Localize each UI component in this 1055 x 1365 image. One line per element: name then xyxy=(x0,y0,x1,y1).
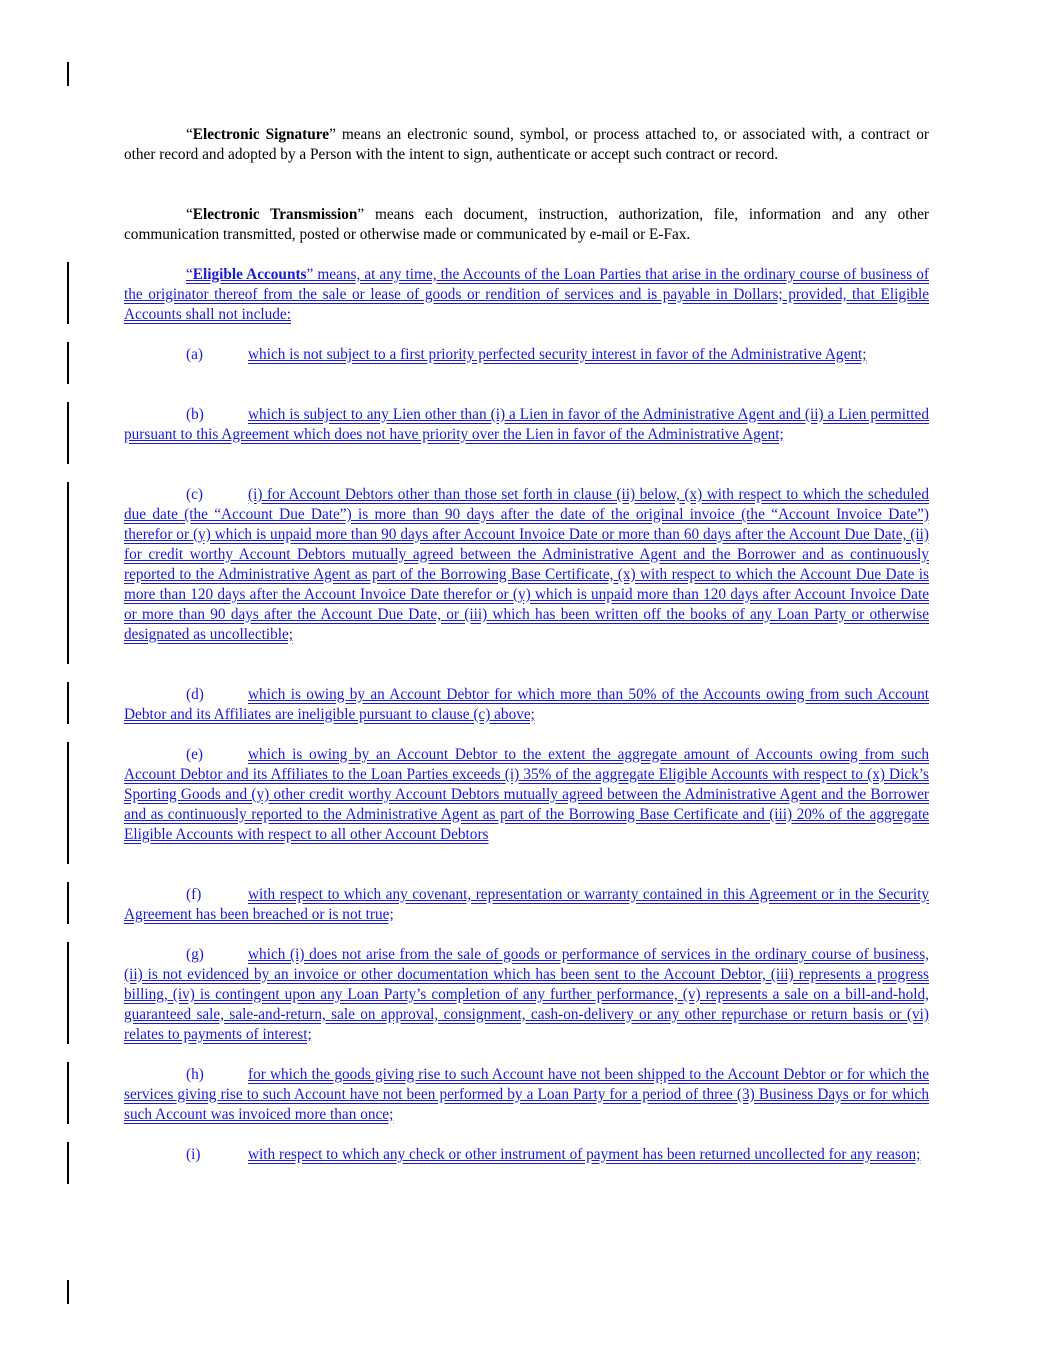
change-bar xyxy=(67,62,69,86)
clause-label: (f) xyxy=(186,886,202,903)
defined-term: Electronic Signature xyxy=(192,126,330,143)
clause-text: which is not subject to a first priority perfected security interest in favor of the Administrative Agent; xyxy=(248,346,867,363)
clause-a xyxy=(124,345,929,365)
clause-label: (i) xyxy=(186,1146,201,1163)
clause-label: (h) xyxy=(186,1066,204,1083)
definition-text: means each document, instruction, authorization, file, information and any other communication transmitted, posted or otherwise made or communicated by e-mail or E-Fax. xyxy=(124,206,929,243)
change-bar xyxy=(67,882,69,924)
clause-text: (i) for Account Debtors other than those set forth in clause (ii) below, (x) with respect to which the scheduled due date (the “Account Due Date”) is more than 90 days after the date of the original invoice (the “Account Invoice Date”) therefor or (y) which is unpaid more than 90 days after Account Invoice Date or more than 60 days after the Account Due Date, (ii) for credit worthy Account Debtors mutually agreed between the Administrative Agent and the Borrower and as continuously reported to the Administrative Agent as part of the Borrowing Base Certificate, (x) with respect to which the Account Due Date is more than 120 days after the Account Invoice Date therefor or (y) which is unpaid more than 120 days after Account Invoice Date or more than 90 days after the Account Due Date, or (iii) which has been written off the books of any Loan Party or otherwise designated as uncollectible; xyxy=(124,486,929,643)
definition-eligible-accounts: “Eligible Accounts” means, at any time, the Accounts of the Loan Parties that arise in the ordinary course of business of the originator thereof from the sale or lease of goods or rendition of services and is payable in Dollars; provided, that Eligible Accounts shall not include: xyxy=(124,266,929,323)
clause-e xyxy=(124,745,929,845)
clause-label: (a) xyxy=(186,346,203,363)
clause-label: (c) xyxy=(186,486,203,503)
clause-text: with respect to which any check or other instrument of payment has been returned uncollected for any reason; xyxy=(248,1146,921,1163)
change-bar xyxy=(67,342,69,384)
clause-b xyxy=(124,405,929,445)
clause-text: which (i) does not arise from the sale of goods or performance of services in the ordinary course of business, (ii) is not evidenced by an invoice or other documentation which has been sent to the Account Debtor, (iii) represents a progress billing, (iv) is contingent upon any Loan Party’s completion of any further performance, (v) represents a sale on a bill-and-hold, guaranteed sale, sale-and-return, sale on approval, consignment, cash-on-delivery or any other repurchase or return basis or (vi) relates to payments of interest; xyxy=(124,946,929,1043)
change-bar xyxy=(67,402,69,464)
definition-electronic-transmission: “Electronic Transmission” means each document, instruction, authorization, file, information and any other communication transmitted, posted or otherwise made or communicated by e-mail or E-Fax. xyxy=(124,206,929,243)
definition-electronic-signature: “Electronic Signature” means an electronic sound, symbol, or process attached to, or associated with, a contract or other record and adopted by a Person with the intent to sign, authenticate or accept such contract or record. xyxy=(124,126,929,163)
change-bar xyxy=(67,1062,69,1124)
definition-text: means, at any time, the Accounts of the Loan Parties that arise in the ordinary course of business of the originator thereof from the sale or lease of goods or rendition of services and is payable in Dollars; provided, that Eligible Accounts shall not include: xyxy=(124,266,929,323)
defined-term: Eligible Accounts xyxy=(192,266,307,283)
clause-f xyxy=(124,885,929,925)
change-bar xyxy=(67,1280,69,1304)
clause-d xyxy=(124,685,929,725)
clause-text: which is owing by an Account Debtor for which more than 50% of the Accounts owing from such Account Debtor and its Affiliates are ineligible pursuant to clause (c) above; xyxy=(124,686,929,723)
clause-text: for which the goods giving rise to such Account have not been shipped to the Account Debtor or for which the services giving rise to such Account have not been performed by a Loan Party for a period of three (3) Business Days or for which such Account was invoiced more than once; xyxy=(124,1066,929,1123)
clause-h xyxy=(124,1065,929,1125)
clause-text: with respect to which any covenant, representation or warranty contained in this Agreement or in the Security Agreement has been breached or is not true; xyxy=(124,886,929,923)
clause-label: (b) xyxy=(186,406,204,423)
clause-text: which is owing by an Account Debtor to the extent the aggregate amount of Accounts owing from such Account Debtor and its Affiliates to the Loan Parties exceeds (i) 35% of the aggregate Eligible Accounts with respect to (x) Dick’s Sporting Goods and (y) other credit worthy Account Debtors mutually agreed between the Administrative Agent and the Borrower and as continuously reported to the Administrative Agent as part of the Borrowing Base Certificate and (iii) 20% of the aggregate Eligible Accounts with respect to all other Account Debtors xyxy=(124,746,929,843)
clause-text: which is subject to any Lien other than (i) a Lien in favor of the Administrative Agent and (ii) a Lien permitted pursuant to this Agreement which does not have priority over the Lien in favor of the Administrative Agent; xyxy=(124,406,929,443)
change-bar xyxy=(67,942,69,1044)
clause-label: (g) xyxy=(186,946,204,963)
change-bar xyxy=(67,482,69,664)
definition-text: means an electronic sound, symbol, or process attached to, or associated with, a contract or other record and adopted by a Person with the intent to sign, authenticate or accept such contract or record. xyxy=(124,126,929,163)
clause-label: (d) xyxy=(186,686,204,703)
change-bar xyxy=(67,1142,69,1184)
clause-label: (e) xyxy=(186,746,203,763)
defined-term: Electronic Transmission xyxy=(192,206,358,223)
change-bar xyxy=(67,742,69,864)
clause-c xyxy=(124,485,929,645)
change-bar xyxy=(67,682,69,724)
change-bar xyxy=(67,262,69,324)
clause-g xyxy=(124,945,929,1045)
clause-i xyxy=(124,1145,929,1165)
